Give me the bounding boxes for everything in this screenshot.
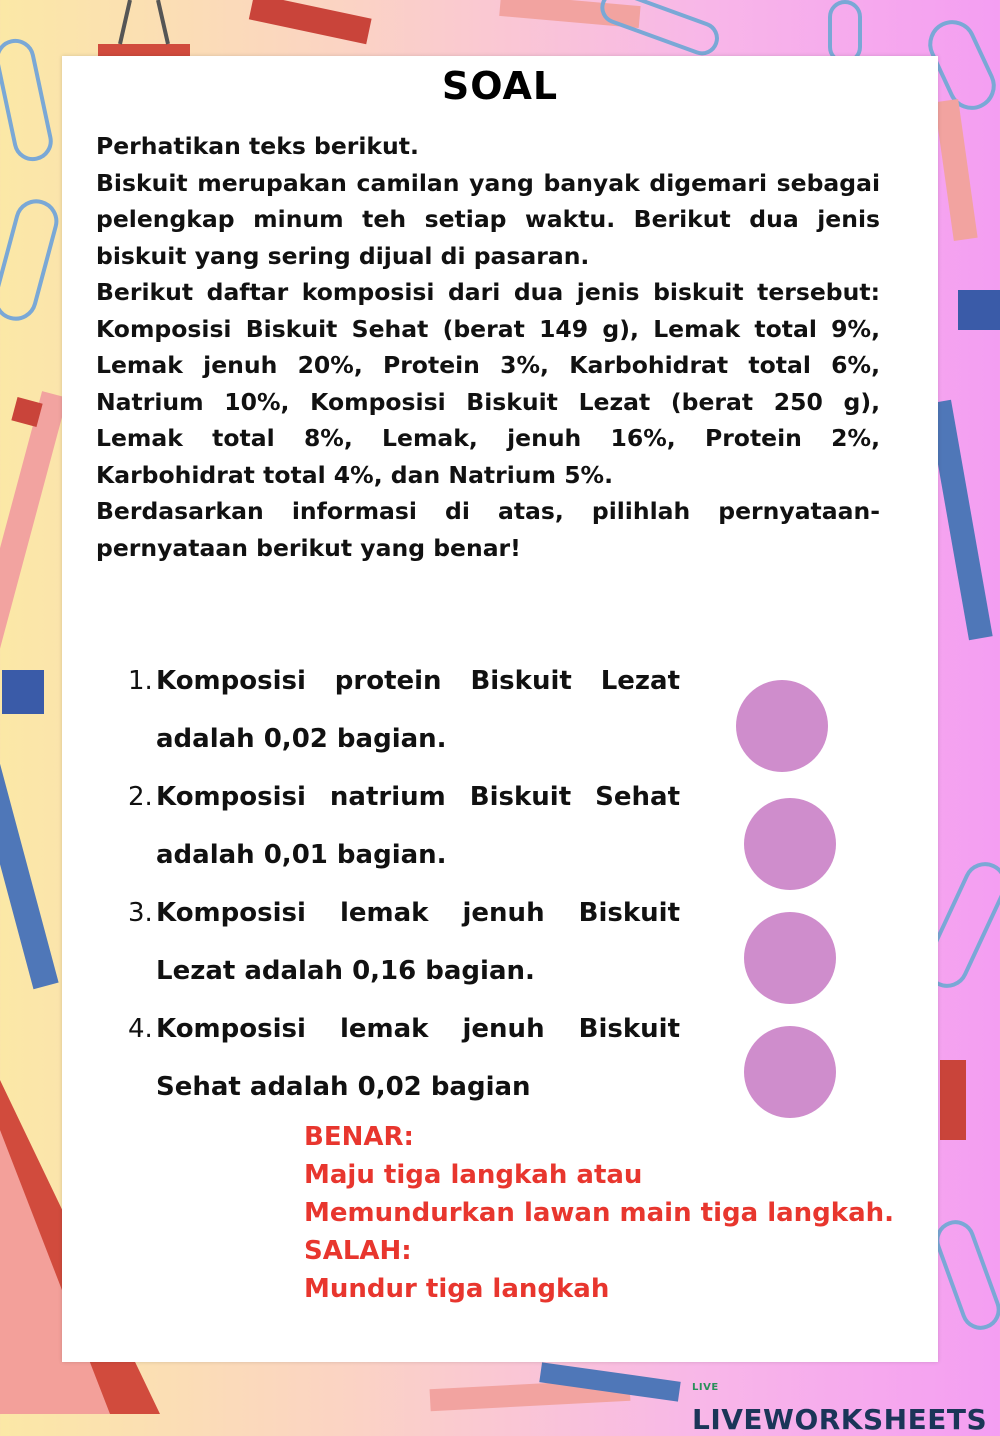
brand-prefix: LIVE xyxy=(692,1382,719,1393)
intro-paragraph-1: Biskuit merupakan camilan yang banyak digemari sebagai pelengkap minum teh setiap waktu. Berikut dua jenis biskuit yang sering dijual di pasaran. xyxy=(96,168,880,270)
pencil-icon xyxy=(430,1362,681,1411)
brand-name: LIVEWORKSHEETS xyxy=(692,1403,988,1436)
intro-question-prompt: Berdasarkan informasi di atas, pilihlah pernyataan-pernyataan berikut yang benar! xyxy=(96,497,880,562)
question-number: 3. xyxy=(128,898,153,928)
question-text: Komposisi protein Biskuit Lezat adalah 0,02 bagian. xyxy=(156,666,680,754)
question-2 xyxy=(128,768,680,884)
benar-line-1: Maju tiga langkah atau xyxy=(304,1160,643,1190)
game-rules xyxy=(304,1118,920,1308)
intro-text xyxy=(96,128,880,566)
pencil-icon xyxy=(249,0,641,44)
question-4 xyxy=(128,1000,680,1116)
question-text: Komposisi natrium Biskuit Sehat adalah 0,01 bagian. xyxy=(156,782,680,870)
benar-line-2: Memundurkan lawan main tiga langkah. xyxy=(304,1198,895,1228)
answer-toggle-2[interactable] xyxy=(742,796,838,892)
answer-toggle-4[interactable] xyxy=(742,1024,838,1120)
question-text: Komposisi lemak jenuh Biskuit Lezat adalah 0,16 bagian. xyxy=(156,898,680,986)
question-number: 2. xyxy=(128,782,153,812)
question-number: 4. xyxy=(128,1014,153,1044)
question-number: 1. xyxy=(128,666,153,696)
binder-clip-icon xyxy=(958,290,1000,330)
paperclip-icon xyxy=(0,197,61,323)
binder-clip-icon xyxy=(2,670,44,714)
salah-line: Mundur tiga langkah xyxy=(304,1274,610,1304)
liveworksheets-logo xyxy=(692,1370,1000,1436)
intro-paragraph-2: Berikut daftar komposisi dari dua jenis biskuit tersebut: Komposisi Biskuit Sehat (berat 149 g), Lemak total 9%, Lemak jenuh 20%, Protein 3%, Karbohidrat total 6%, Natrium 10%, Komposisi Biskuit Lezat (berat 250 g), Lemak total 8%, Lemak, jenuh 16%, Protein 2%, Karbohidrat total 4%, dan Natrium 5%. xyxy=(96,278,880,489)
benar-label: BENAR: xyxy=(304,1122,414,1152)
page-title: SOAL xyxy=(441,64,559,108)
answer-toggle-1[interactable] xyxy=(734,678,830,774)
intro-instruction: Perhatikan teks berikut. xyxy=(96,132,419,160)
question-1 xyxy=(128,652,680,768)
salah-label: SALAH: xyxy=(304,1236,412,1266)
question-text: Komposisi lemak jenuh Biskuit Sehat adalah 0,02 bagian xyxy=(156,1014,680,1102)
question-3 xyxy=(128,884,680,1000)
answer-toggle-3[interactable] xyxy=(742,910,838,1006)
